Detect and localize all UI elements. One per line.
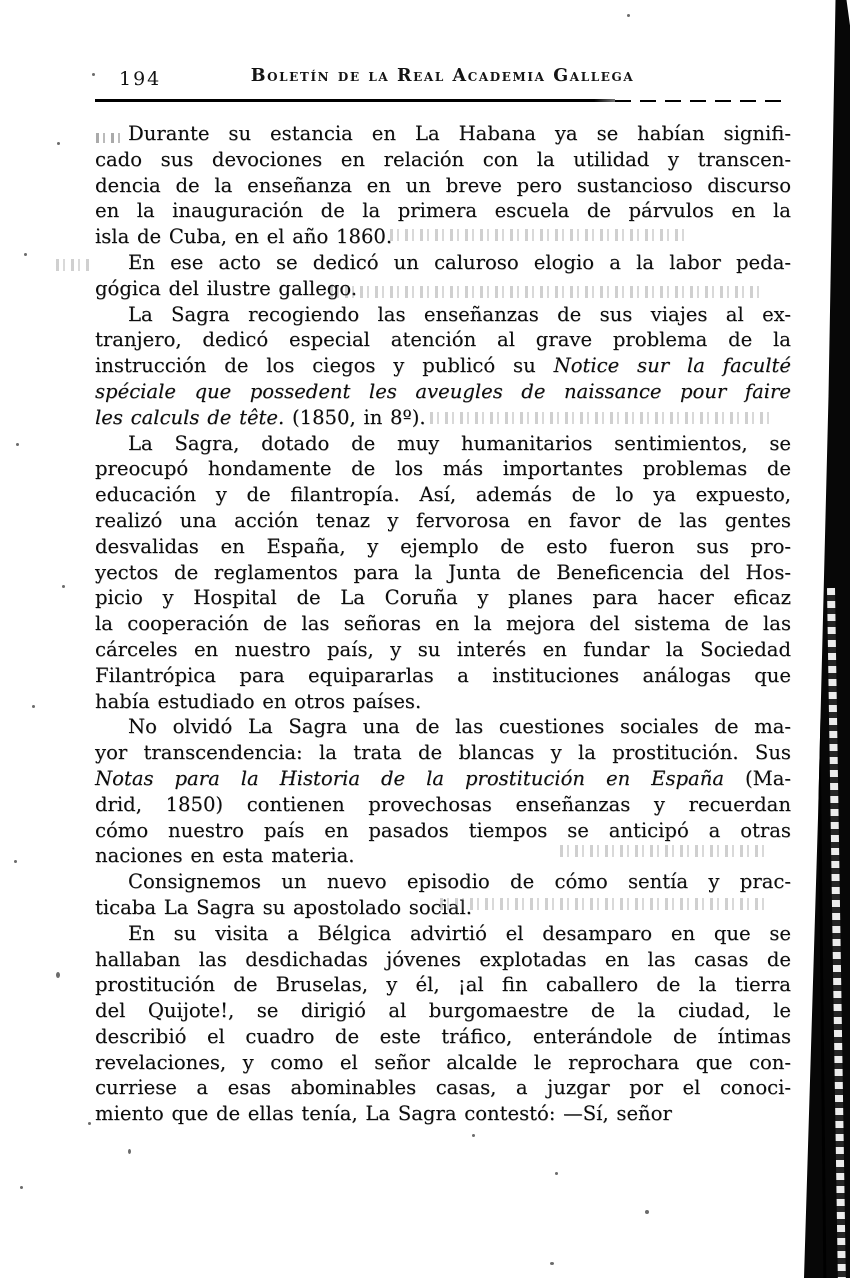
- scan-smudge: [96, 133, 122, 143]
- binding-inner-line: [814, 383, 826, 1278]
- scan-speck: [92, 73, 95, 76]
- text-line: naciones en esta materia.: [95, 844, 355, 868]
- scan-speck: [56, 972, 60, 978]
- text-line: No olvidó La Sagra una de las cuestiones sociales de ma-: [128, 715, 791, 739]
- text-line: Filantrópica para equipararlas a instituciones análogas que: [95, 663, 791, 687]
- scan-speck: [14, 860, 17, 863]
- text-line: yor transcendencia: la trata de blancas y la prostitución. Sus: [95, 741, 791, 765]
- binding-white-streak: [827, 588, 846, 1278]
- scan-speck: [20, 1186, 23, 1189]
- text-line: picio y Hospital de La Coruña y planes para hacer eficaz: [95, 586, 791, 610]
- scan-speck: [57, 142, 60, 145]
- text-line: cado sus devociones en relación con la utilidad y transcen-: [95, 147, 791, 171]
- page-number: 194: [119, 68, 162, 90]
- text-line: gógica del ilustre gallego.: [95, 276, 358, 300]
- scan-smudge: [56, 259, 90, 271]
- scan-speck: [550, 1262, 554, 1265]
- text-line: hallaban las desdichadas jóvenes explotadas en las casas de: [95, 947, 791, 971]
- scan-speck: [627, 14, 630, 17]
- text-line: preocupó hondamente de los más importantes problemas de: [95, 457, 791, 481]
- body-text-column: [95, 121, 791, 1127]
- binding-shadow: [800, 0, 850, 1278]
- text-line: Consignemos un nuevo episodio de cómo sentía y prac-: [128, 870, 791, 894]
- scan-speck: [62, 585, 65, 588]
- text-line: Durante su estancia en La Habana ya se habían signifi-: [128, 122, 791, 145]
- scan-speck: [472, 1134, 475, 1137]
- running-title: Boletín de la Real Academia Gallega: [250, 66, 635, 86]
- text-line: spéciale que possedent les aveugles de naissance pour faire: [95, 379, 791, 403]
- text-line: la cooperación de las señoras en la mejora del sistema de las: [95, 612, 791, 636]
- scan-smudge: [560, 845, 770, 857]
- text-line: tranjero, dedicó especial atención al grave problema de la: [95, 328, 791, 352]
- text-line: describió el cuadro de este tráfico, enterándole de íntimas: [95, 1024, 791, 1048]
- text-line: miento que de ellas tenía, La Sagra contestó: —Sí, señor: [95, 1102, 672, 1126]
- scan-smudge: [430, 412, 770, 424]
- scan-speck: [32, 705, 35, 708]
- text-line: cárceles en nuestro país, y su interés en fundar la Sociedad: [95, 637, 791, 661]
- text-line: realizó una acción tenaz y fervorosa en favor de las gentes: [95, 508, 791, 532]
- text-line: La Sagra, dotado de muy humanitarios sentimientos, se: [128, 431, 791, 455]
- text-line: La Sagra recogiendo las enseñanzas de sus viajes al ex-: [128, 302, 791, 326]
- text-line: dencia de la enseñanza en un breve pero sustancioso discurso: [95, 173, 791, 197]
- scan-speck: [88, 1122, 91, 1125]
- scan-smudge: [390, 229, 690, 241]
- text-line: en la inauguración de la primera escuela de párvulos en la: [95, 199, 791, 223]
- paragraph: [95, 921, 791, 1127]
- text-line: instrucción de los ciegos y publicó su Notice sur la faculté: [95, 354, 791, 378]
- text-line: yectos de reglamentos para la Junta de Beneficencia del Hos-: [95, 560, 791, 584]
- header-rule: [95, 99, 615, 102]
- header-rule-dashed-tail: [615, 100, 787, 102]
- text-line: Notas para la Historia de la prostitución en España (Ma-: [95, 766, 791, 790]
- text-line: prostitución de Bruselas, y él, ¡al fin caballero de la tierra: [95, 973, 791, 997]
- text-line: cómo nuestro país en pasados tiempos se anticipó a otras: [95, 818, 791, 842]
- text-line: educación y de filantropía. Así, además de lo ya expuesto,: [95, 483, 791, 507]
- scan-speck: [16, 443, 19, 446]
- text-line: ticaba La Sagra su apostolado social.: [95, 895, 473, 919]
- scan-speck: [645, 1210, 649, 1214]
- text-line: curriese a esas abominables casas, a juzgar por el conoci-: [95, 1076, 791, 1100]
- text-line: drid, 1850) contienen provechosas enseñanzas y recuerdan: [95, 792, 791, 816]
- text-line: En su visita a Bélgica advirtió el desamparo en que se: [128, 921, 791, 945]
- paragraph: [95, 431, 791, 715]
- scan-speck: [24, 253, 27, 256]
- text-line: les calculs de tête. (1850, in 8º).: [95, 405, 426, 429]
- scan-smudge: [330, 286, 760, 298]
- text-line: revelaciones, y como el señor alcalde le reprochara que con-: [95, 1050, 791, 1074]
- page-header: [95, 66, 790, 92]
- text-line: desvalidas en España, y ejemplo de esto fueron sus pro-: [95, 534, 791, 558]
- text-line: había estudiado en otros países.: [95, 689, 422, 713]
- scan-speck: [128, 1149, 131, 1154]
- text-line: En ese acto se dedicó un caluroso elogio a la labor peda-: [128, 250, 791, 274]
- scan-speck: [555, 1172, 558, 1175]
- text-line: del Quijote!, se dirigió al burgomaestre de la ciudad, le: [95, 999, 791, 1023]
- scan-smudge: [440, 898, 770, 910]
- text-line: isla de Cuba, en el año 1860.: [95, 225, 393, 249]
- paragraph: [95, 869, 791, 921]
